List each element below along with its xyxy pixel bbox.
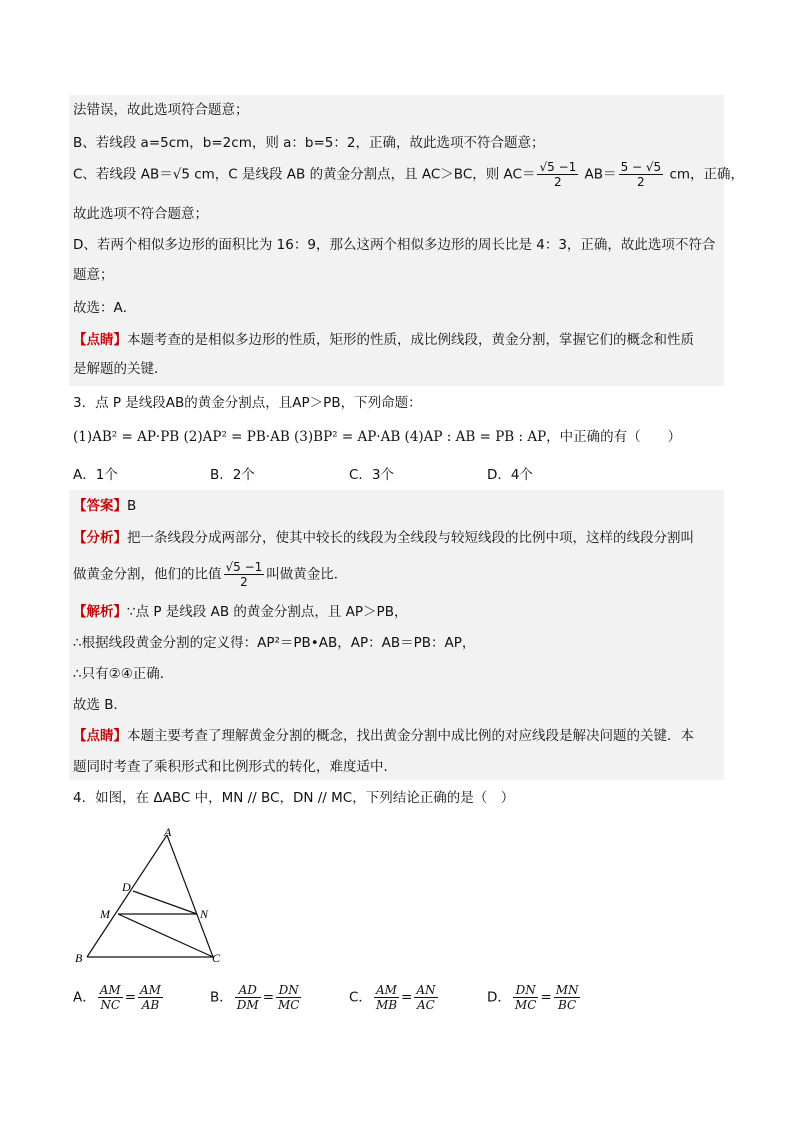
option-prefix: C． — [349, 989, 372, 1006]
option-b-explanation: B、若线段 a=5cm，b=2cm，则 a：b=5：2，正确，故此选项不符合题意； — [73, 135, 545, 151]
key-point — [73, 726, 694, 746]
fraction-numerator: AN — [416, 983, 436, 997]
option-a[interactable] — [73, 983, 165, 1012]
text-line: 法错误，故此选项符合题意； — [73, 102, 249, 118]
label-d: D — [122, 880, 131, 894]
fraction — [98, 983, 123, 1012]
solution-line — [73, 602, 407, 622]
fraction-denominator: 2 — [240, 575, 248, 589]
answer-line — [73, 496, 136, 516]
side-ab — [87, 835, 167, 957]
solution-tag: 【解析】 — [73, 604, 127, 620]
segment-dn — [133, 891, 197, 914]
question-3-propositions: (1)AB² = AP·PB (2)AP² = PB·AB (3)BP² = AP·AB (4)AP : AB = PB : AP，中正确的有（ ） — [73, 429, 682, 445]
text-segment: C、若线段 AB＝ — [73, 166, 173, 183]
fraction-numerator: √5 −1 — [539, 160, 577, 174]
solution-text: ∵点 P 是线段 AB 的黄金分割点，且 AP＞PB， — [127, 604, 408, 620]
equals-sign: = — [124, 989, 137, 1006]
fraction-numerator: √5 −1 — [225, 560, 263, 574]
option-c[interactable]: C．3个 — [349, 467, 395, 483]
fraction — [619, 160, 664, 189]
fraction-denominator: MB — [375, 998, 398, 1012]
fraction-numerator: AM — [374, 983, 399, 998]
text-line: 题意； — [73, 267, 114, 283]
fraction-denominator: MC — [514, 998, 537, 1012]
text-line: 是解题的关键． — [73, 361, 168, 377]
option-d-explanation: D、若两个相似多边形的面积比为 16：9，那么这两个相似多边形的周长比是 4：3，正确，故此选项不符合 — [73, 237, 716, 253]
analysis-text: 把一条线段分成两部分，使其中较长的线段为全线段与较短线段的比例中项，这样的线段分割叫 — [127, 530, 694, 546]
fraction — [414, 983, 437, 1012]
text-segment: 叫做黄金比． — [266, 566, 348, 583]
text-segment: AB＝ — [580, 166, 617, 183]
answer-tag: 【答案】 — [73, 498, 127, 514]
fraction-denominator: DM — [236, 998, 259, 1012]
key-point-tag: 【点睛】 — [73, 332, 127, 348]
option-c-explanation — [73, 160, 744, 189]
key-point-text: 本题考查的是相似多边形的性质，矩形的性质，成比例线段，黄金分割，掌握它们的概念和性质 — [127, 332, 694, 348]
key-point-text: 本题主要考查了理解黄金分割的概念，找出黄金分割中成比例的对应线段是解决问题的关键．本 — [127, 728, 694, 744]
fraction-denominator: AB — [141, 998, 160, 1012]
analysis-tag: 【分析】 — [73, 530, 127, 546]
fraction-denominator: 2 — [637, 175, 645, 189]
fraction — [235, 983, 261, 1012]
text-segment: 做黄金分割，他们的比值 — [73, 566, 222, 583]
option-d[interactable]: D．4个 — [487, 467, 533, 483]
fraction-denominator: NC — [100, 998, 121, 1012]
text-line: 故此选项不符合题意； — [73, 206, 208, 222]
option-prefix: B． — [210, 989, 233, 1006]
fraction-numerator: AD — [235, 983, 261, 998]
equals-sign: = — [262, 989, 274, 1006]
equals-sign: = — [401, 989, 413, 1006]
option-prefix: D． — [487, 989, 511, 1006]
fraction-numerator: DN — [276, 983, 301, 998]
fraction — [224, 560, 265, 589]
fraction-denominator: MC — [278, 998, 300, 1012]
label-n: N — [200, 907, 209, 921]
triangle-figure — [70, 826, 250, 976]
text-line: 题同时考查了乘积形式和比例形式的转化，难度适中． — [73, 759, 397, 775]
key-point-tag: 【点睛】 — [73, 728, 127, 744]
label-a: A — [164, 826, 172, 839]
option-b[interactable]: B．2个 — [210, 467, 255, 483]
option-a[interactable]: A．1个 — [73, 467, 118, 483]
option-d[interactable] — [487, 983, 582, 1012]
label-b: B — [75, 951, 83, 965]
analysis-line — [73, 528, 694, 548]
option-prefix: A． — [73, 989, 96, 1006]
text-segment: cm，正确， — [665, 166, 745, 183]
solution-line: ∴只有②④正确． — [73, 666, 174, 682]
option-c[interactable] — [349, 983, 440, 1012]
fraction — [537, 160, 578, 189]
sqrt-value: √5 — [172, 166, 190, 183]
fraction-numerator: MN — [555, 983, 579, 997]
label-c: C — [212, 951, 221, 965]
question-3-title: 3．点 P 是线段AB的黄金分割点，且AP＞PB，下列命题： — [73, 395, 422, 411]
fraction-numerator: DN — [513, 983, 538, 998]
question-4-title: 4．如图，在 ΔABC 中，MN // BC，DN // MC，下列结论正确的是（ ） — [73, 790, 515, 806]
fraction-denominator: 2 — [554, 175, 562, 189]
fraction — [513, 983, 538, 1012]
fraction-denominator: AC — [417, 998, 435, 1012]
fraction-denominator: BC — [557, 998, 577, 1012]
text-segment: cm，C 是线段 AB 的黄金分割点，且 AC＞BC，则 AC＝ — [189, 166, 536, 183]
answer-choice: 故选：A． — [73, 300, 137, 316]
solution-line: ∴根据线段黄金分割的定义得：AP²＝PB•AB，AP：AB＝PB：AP， — [73, 635, 476, 651]
fraction — [374, 983, 399, 1012]
analysis-line-2 — [73, 560, 347, 589]
question-4-options — [73, 983, 713, 1019]
fraction — [138, 983, 163, 1012]
key-point — [73, 330, 694, 350]
fraction — [276, 983, 301, 1012]
label-m: M — [100, 907, 110, 921]
equals-sign: = — [540, 989, 552, 1006]
fraction-numerator: AM — [99, 983, 121, 997]
fraction — [554, 983, 581, 1012]
solution-line: 故选 B． — [73, 697, 128, 713]
option-b[interactable] — [210, 983, 303, 1012]
answer-value: B — [127, 498, 137, 514]
fraction-numerator: AM — [140, 983, 161, 997]
fraction-numerator: 5 − √5 — [620, 160, 662, 174]
